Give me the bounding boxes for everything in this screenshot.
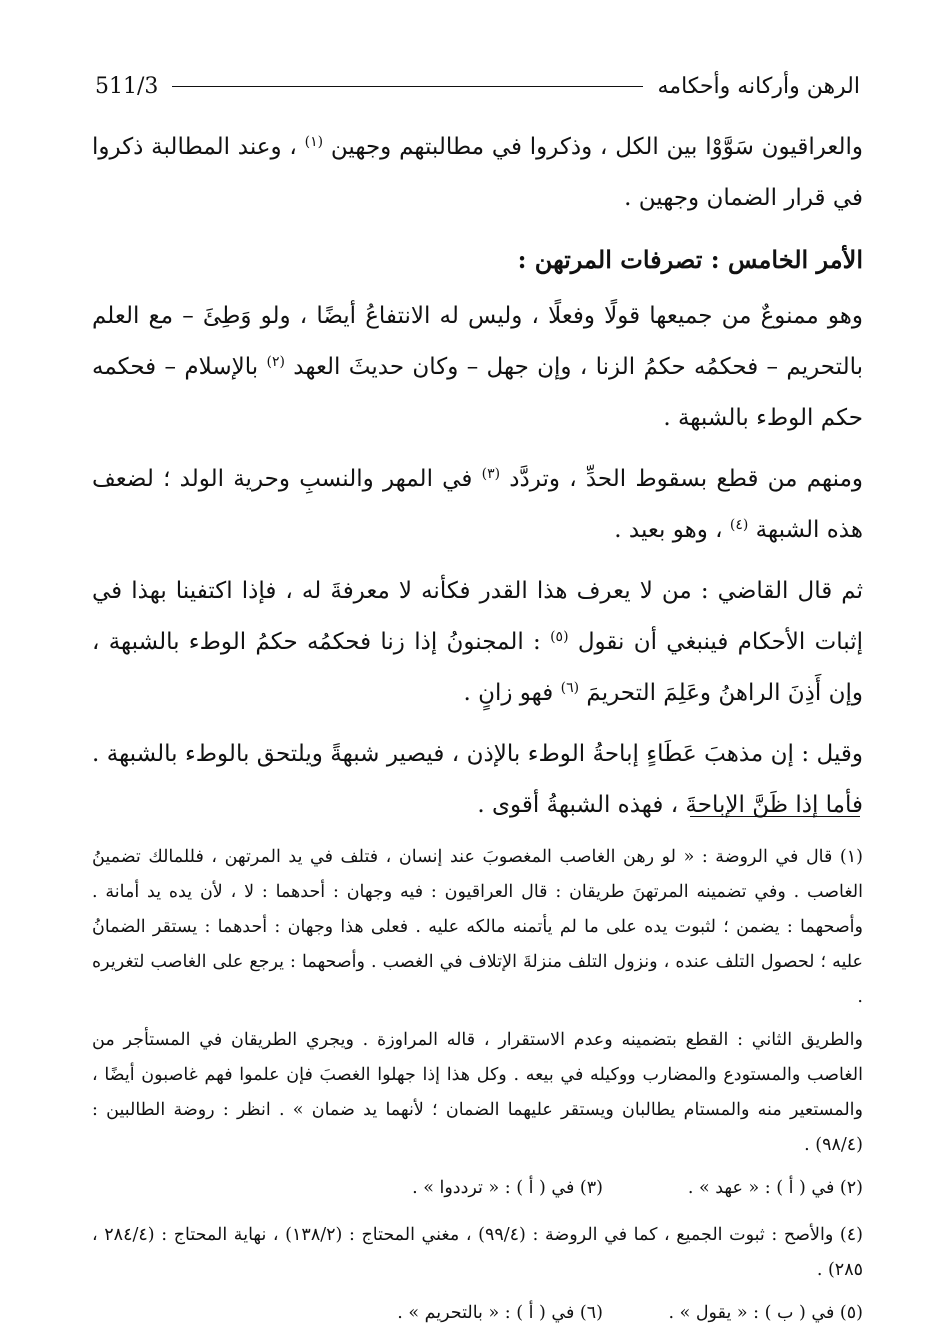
footnote-ref-2[interactable]: (٢) (266, 354, 285, 370)
footnote-5: (٥) في ( ب ) : « يقول » . (668, 1303, 863, 1323)
page-number: 511/3 (95, 73, 159, 99)
page-header (95, 66, 860, 106)
footnote-1-part-1: (١) قال في الروضة : « لو رهن الغاصب المغصوبَ عند إنسان ، فتلف في يد المرتهن ، فللمالك تضمينُ الغاصب . وفي تضمينه المرتهنَ طريقان : قال العراقيون : فيه وجهان : أحدهما : لا ، لأن يده يد أمانة . وأصحهما : يضمن ؛ لثبوت يده على ما لم يأتمنه مالكه عليه . فعلى هذا وجهان : أحدهما : يستقر الضمانُ عليه ؛ لحصول التلف عنده ، ونزول التلف منزلةَ الإتلاف في الغصب . وأصحهما : يرجع على الغاصب لتغريره . (92, 847, 863, 1007)
footnote-ref-5[interactable]: (٥) (550, 629, 569, 645)
footnote-separator (690, 816, 860, 817)
footnote-4: (٤) والأصح : ثبوت الجميع ، كما في الروضة : (٩٩/٤) ، مغني المحتاج : (١٣٨/٢) ، نهاية المحتاج : (٢٨٤/٤ ، ٢٨٥) . (92, 1225, 863, 1280)
paragraph-1: والعراقيون سَوَّوْا بين الكل ، وذكروا في مطالبتهم وجهين $^{(١)}$ ، وعند المطالبة ذكروا في قرار الضمان وجهين . (92, 134, 864, 211)
paragraph-4: ثم قال القاضي : من لا يعرف هذا القدر فكأنه لا معرفةَ له ، فإذا اكتفينا بهذا في إثبات الأحكام فينبغي أن نقول $^{(٥)}$ : المجنونُ إذا زنا فحكمُه حكمُ الوطء بالشبهة ، وإن أَذِنَ الراهنُ وعَلِمَ التحريمَ $^{(٦)}$ فهو زانٍ . (92, 578, 863, 706)
footnote-row-2-3 (92, 1171, 863, 1206)
footnote-ref-6[interactable]: (٦) (560, 680, 580, 696)
paragraph-5: وقيل : إن مذهبَ عَطَاءٍ إباحةُ الوطء بالإذن ، فيصير شبهةً ويلتحق بالوطء بالشبهة . فأما إذا ظَنَّ الإباحةَ ، فهذه الشبهةُ أقوى . (92, 741, 863, 818)
footnote-2: (٢) في ( أ ) : « عهد » . (687, 1178, 863, 1198)
section-heading: الأمر الخامس : تصرفات المرتهن : (517, 245, 863, 274)
paragraph-2: وهو ممنوعٌ من جميعها قولًا وفعلًا ، وليس له الانتفاعُ أيضًا ، ولو وَطِئَ – مع العلم بالتحريم – فحكمُه حكمُ الزنا ، وإن جهل – وكان حديثَ العهد $^{(٢)}$ بالإسلام – فحكمه حكم الوطء بالشبهة . (92, 303, 863, 431)
footnote-1-part-2: والطريق الثاني : القطع بتضمينه وعدم الاستقرار ، قاله المراوزة . ويجري الطريقان في المستأجر من الغاصب والمستودع والمضارب ووكيله في بيعه . وكل هذا إذا جهلوا الغصبَ فإن علموا فهم غاصبون أيضًا ، والمستعير منه والمستام يطالبان ويستقر عليهما الضمان ؛ لأنهما يد ضمان » . انظر : روضة الطالبين : (٩٨/٤) . (92, 1030, 863, 1155)
main-text (92, 122, 863, 841)
paragraph-3: ومنهم من قطع بسقوط الحدِّ ، وتردَّد $^{(٣)}$ في المهر والنسبِ وحرية الولد ؛ لضعف هذه الشبهة $^{(٤)}$ ، وهو بعيد . (92, 466, 864, 543)
header-rule (172, 86, 643, 87)
footnote-row-5-6 (92, 1296, 863, 1331)
footnote-6: (٦) في ( أ ) : « بالتحريم » . (397, 1303, 603, 1323)
running-title: الرهن وأركانه وأحكامه (657, 73, 860, 99)
footnotes (92, 840, 863, 1343)
footnote-ref-3[interactable]: (٣) (481, 466, 501, 482)
footnote-ref-1[interactable]: (١) (304, 134, 324, 150)
footnote-3: (٣) في ( أ ) : « ترددوا » . (412, 1178, 603, 1198)
footnote-ref-4[interactable]: (٤) (729, 517, 749, 533)
